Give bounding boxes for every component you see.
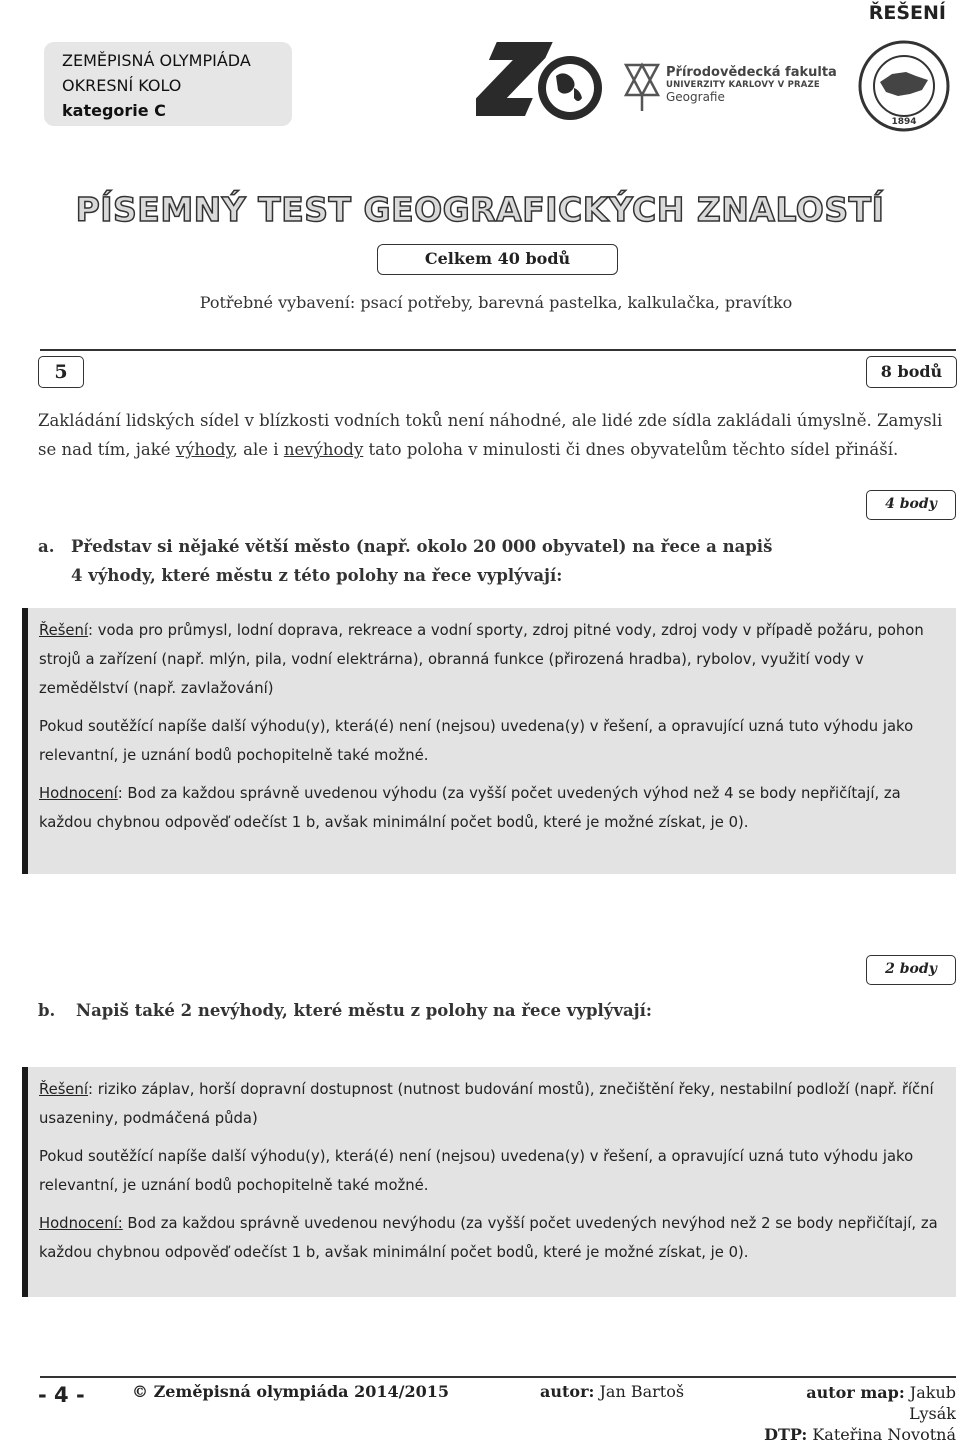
faculty-department: Geografie — [666, 90, 725, 104]
part-b-points: 2 body — [866, 955, 956, 985]
society-year: 1894 — [891, 117, 917, 127]
maps-credit: autor map: Jakub Lysák DTP: Kateřina Novotná — [764, 1383, 956, 1444]
solution-note: Pokud soutěžící napíše další výhodu(y), která(é) není (nejsou) uvedena(y) v řešení, a opravující uzná tuto výhodu jako relevantní, je uznání bodů pochopitelně také možné. — [39, 1148, 914, 1194]
page-number: - 4 - — [38, 1383, 85, 1407]
advantages-word: výhody — [175, 440, 233, 459]
solution-bar — [22, 1067, 28, 1297]
solution-tag: ŘEŠENÍ — [868, 2, 946, 24]
olympiad-header-box — [44, 42, 292, 126]
solution-label: Řešení — [39, 1081, 89, 1098]
part-b-solution: Řešení: riziko záplav, horší dopravní dostupnost (nutnost budování mostů), znečištění řeky, nestabilní podloží (např. říční usazeniny, podmáčená půda) Pokud soutěžící napíše další výhodu(y), která(é) není (nejsou) uvedena(y) v řešení, a opravující uzná tuto výhodu jako relevantní, je uznání bodů pochopitelně také možné. Hodnocení: Bod za každou správně uvedenou nevýhodu (za vyšší počet uvedených nevýhod než 2 se body nepřičítají, za každou chybnou odpověď odečíst 1 b, avšak minimální počet bodů, které je možné získat, je 0). — [22, 1067, 956, 1297]
solution-note: Pokud soutěžící napíše další výhodu(y), která(é) není (nejsou) uvedena(y) v řešení, a opravující uzná tuto výhodu jako relevantní, je uznání bodů pochopitelně také možné. — [39, 718, 914, 764]
society-seal — [858, 40, 950, 132]
zo-logo — [476, 36, 606, 128]
logo-text: ZO — [476, 36, 478, 37]
category-label: kategorie C — [62, 101, 166, 120]
disadvantages-word: nevýhody — [283, 440, 364, 459]
footer-divider — [40, 1376, 956, 1378]
faculty-logo — [622, 55, 852, 115]
part-a-points: 4 body — [866, 490, 956, 520]
solution-bar — [22, 608, 28, 874]
round-title: OKRESNÍ KOLO — [62, 76, 182, 95]
author-credit: autor: Jan Bartoš — [540, 1382, 685, 1401]
faculty-university: UNIVERZITY KARLOVY V PRAZE — [666, 80, 820, 90]
task-points: 8 bodů — [866, 356, 957, 388]
task-divider — [40, 349, 956, 351]
test-title: PÍSEMNÝ TEST GEOGRAFICKÝCH ZNALOSTÍ — [75, 190, 885, 229]
olympiad-title: ZEMĚPISNÁ OLYMPIÁDA — [62, 51, 251, 70]
task-number: 5 — [38, 356, 84, 388]
copyright: © Zeměpisná olympiáda 2014/2015 — [132, 1382, 450, 1401]
evaluation-label: Hodnocení: — [39, 1215, 123, 1232]
faculty-name: Přírodovědecká fakulta — [666, 65, 837, 80]
part-b-question: b. Napiš také 2 nevýhody, které městu z polohy na řece vyplývají: — [38, 996, 918, 1025]
part-a-label: a. — [38, 537, 55, 556]
evaluation-label: Hodnocení — [39, 785, 118, 802]
part-a-solution: Řešení: voda pro průmysl, lodní doprava, rekreace a vodní sporty, zdroj pitné vody, zdroj vody v případě požáru, pohon strojů a zařízení (např. mlýn, pila, vodní elektrárna), obranná funkce (přirozená hradba), rybolov, využití vody v zemědělství (např. zavlažování) Pokud soutěžící napíše další výhodu(y), která(é) není (nejsou) uvedena(y) v řešení, a opravující uzná tuto výhodu jako relevantní, je uznání bodů pochopitelně také možné. Hodnocení: Bod za každou správně uvedenou výhodu (za vyšší počet uvedených výhod než 4 se body nepřičítají, za každou chybnou odpověď odečíst 1 b, avšak minimální počet bodů, které je možné získat, je 0). — [22, 608, 956, 874]
task-intro: Zakládání lidských sídel v blízkosti vodních toků není náhodné, ale lidé zde sídla zakládali úmyslně. Zamysli se nad tím, jaké výhody, ale i nevýhody tato poloha v minulosti či dnes obyvatelům těchto sídel přináší. — [38, 411, 943, 459]
part-a-question: a. Představ si nějaké větší město (např. okolo 20 000 obyvatel) na řece a napiš 4 výhody, které městu z této polohy na řece vyplývají: — [38, 532, 918, 590]
total-points-box: Celkem 40 bodů — [377, 244, 618, 275]
part-b-label: b. — [38, 1001, 56, 1020]
equipment-note: Potřebné vybavení: psací potřeby, barevná pastelka, kalkulačka, pravítko — [199, 293, 793, 312]
solution-label: Řešení — [39, 622, 89, 639]
